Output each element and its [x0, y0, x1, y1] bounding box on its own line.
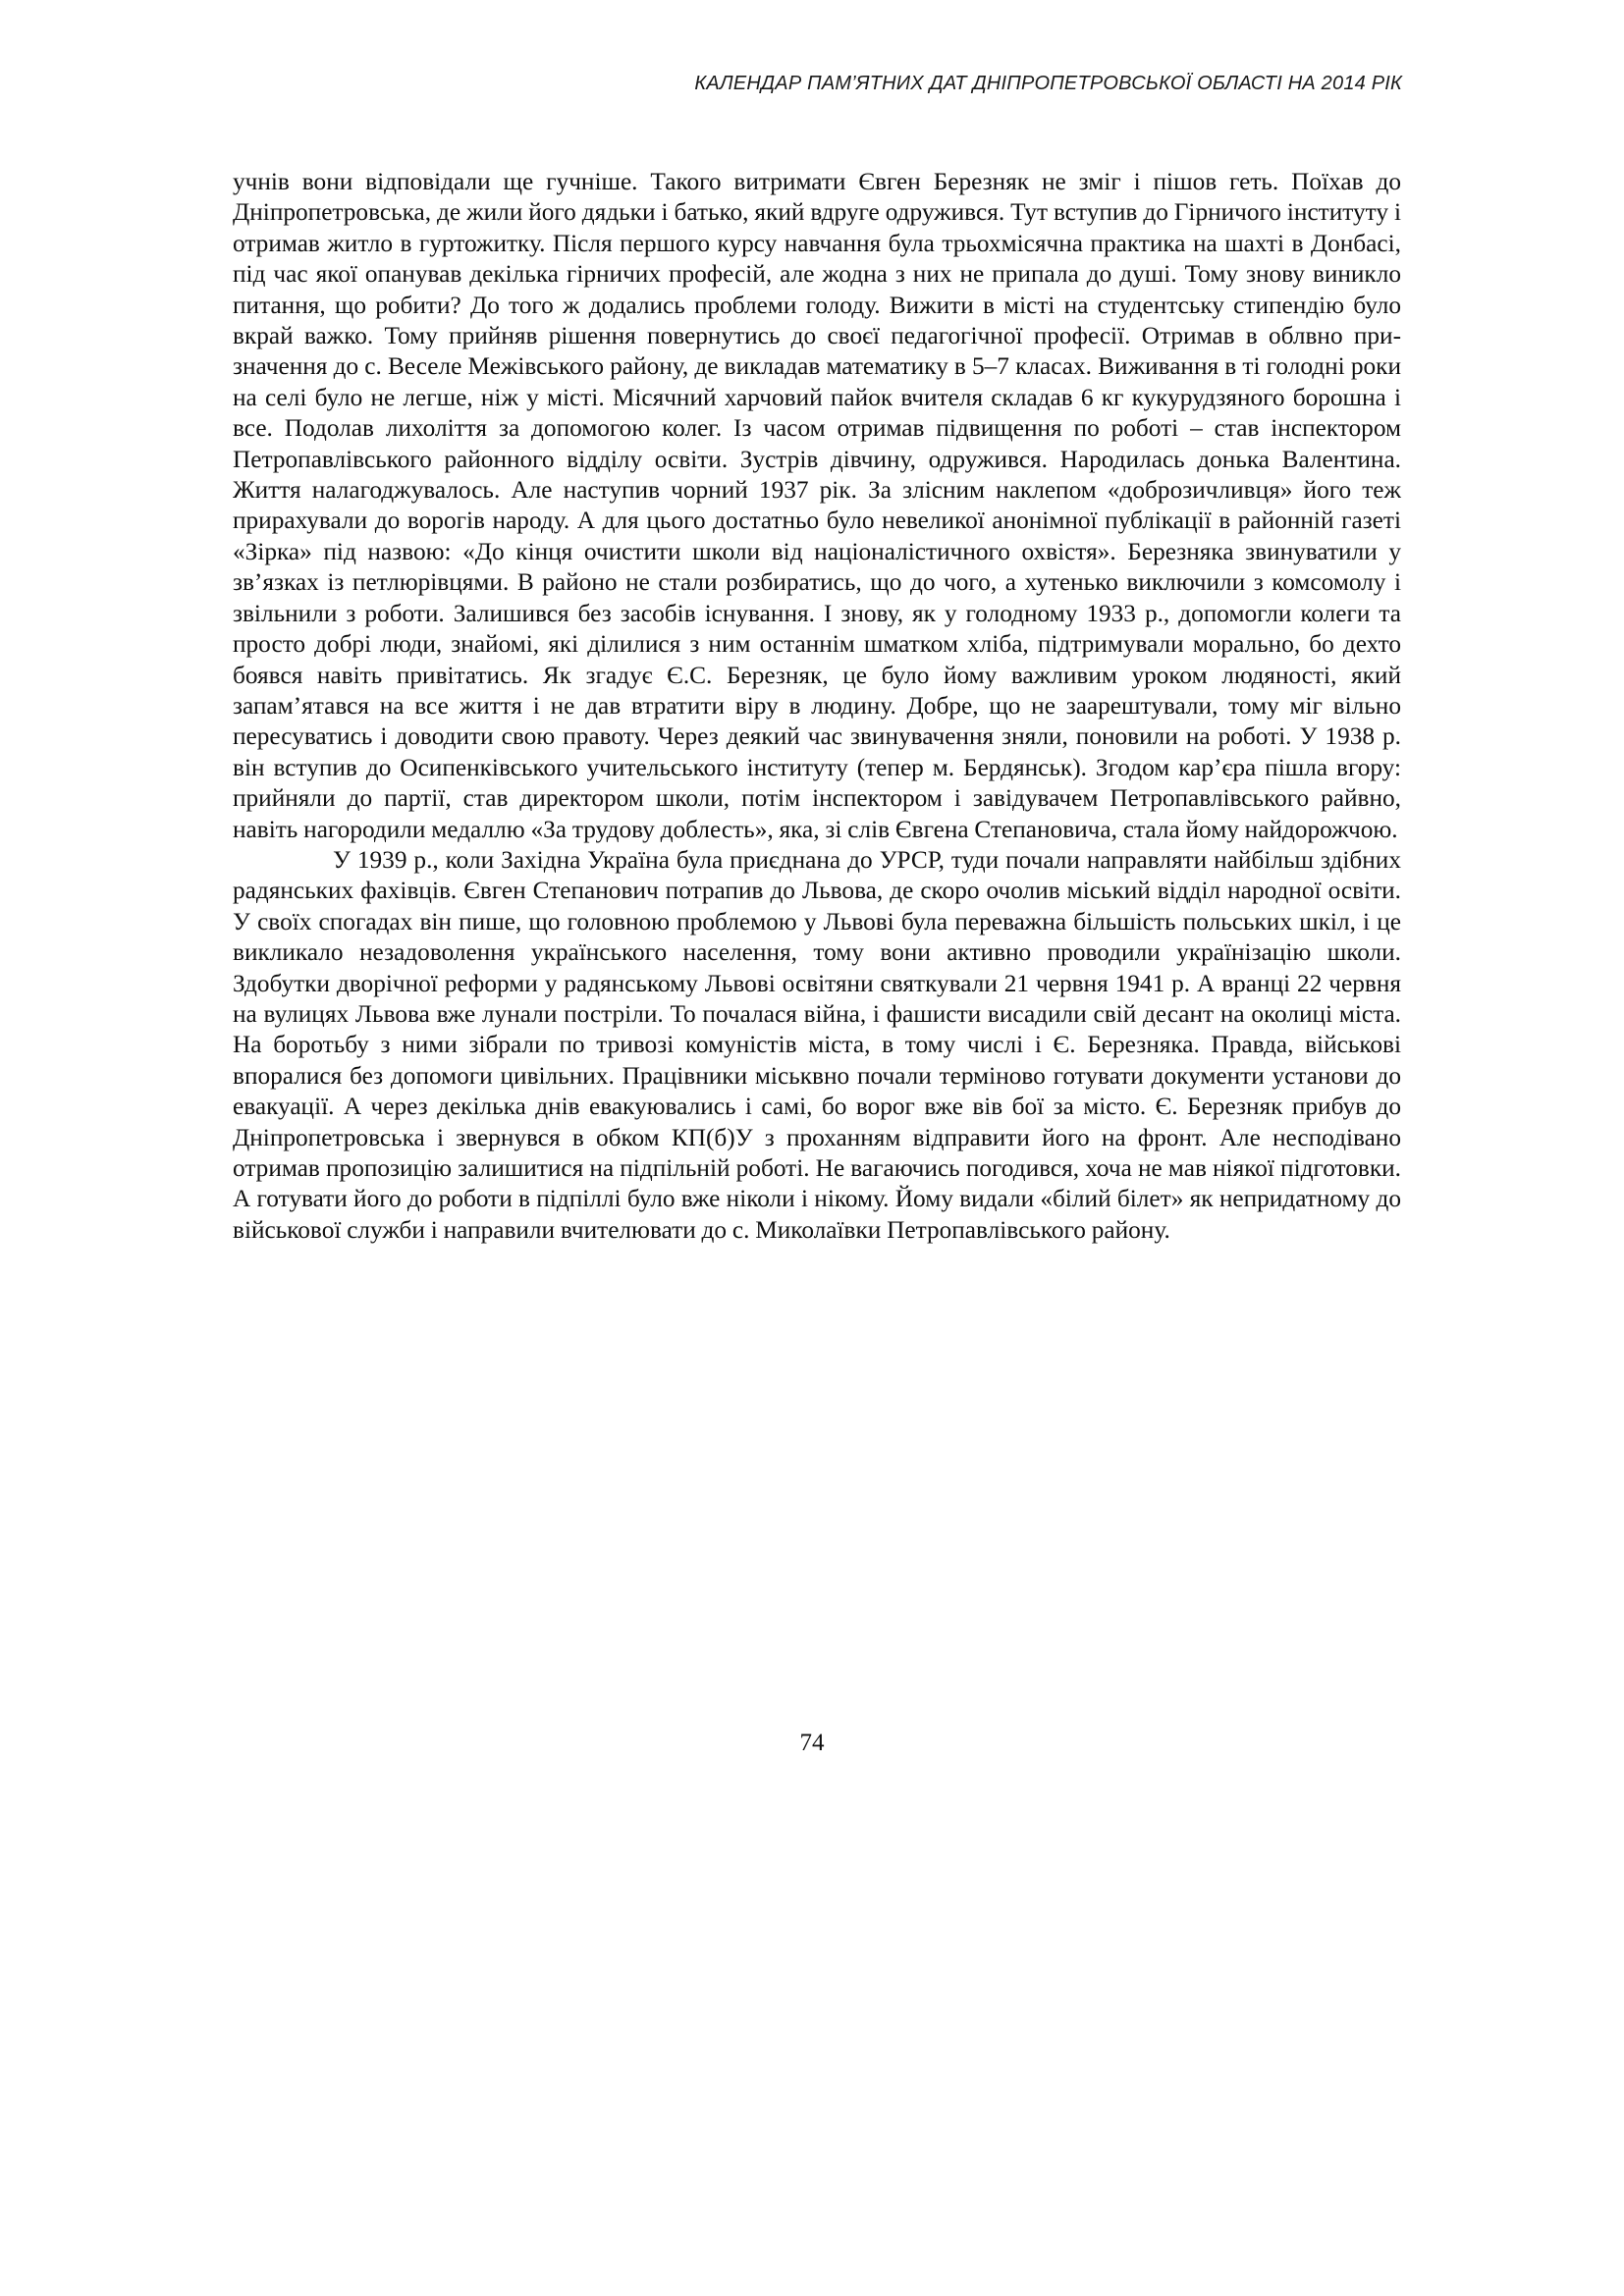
running-header: КАЛЕНДАР ПАМ’ЯТНИХ ДАТ ДНІПРОПЕТРОВСЬКОЇ ОБЛАСТІ НА 2014 РІК — [694, 73, 1402, 94]
body-text — [233, 167, 1401, 1246]
page-number: 74 — [799, 1730, 825, 1756]
paragraph-1: учнів вони відповідали ще гучніше. Такого витримати Євген Березняк не зміг і пішов геть. Поїхав до Дніпропетровська, де жили його дядьки і батько, який вдруге одружився. Тут вступив до Гірничого інституту і отримав житло в гуртожитку. Після першого курсу навчання була трьохмісячна практика на шахті в Донбасі, під час якої опанував декілька гірничих професій, але жодна з них не припала до душі. Тому знову виникло питання, що робити? До того ж додались проблеми голоду. Вижити в місті на студентську стипендію було вкрай важко. Тому прийняв рішення повернутись до своєї педагогічної професії. Отримав в облвно при-значення до с. Веселе Межівського району, де викладав математику в 5–7 класах. Виживання в ті голодні роки на селі було не легше, ніж у місті. Місячний харчовий пайок вчителя складав 6 кг кукурудзяного борошна і все. Подолав лихоліття за допомогою колег. Із часом отримав підвищення по роботі – став інспектором Петропавлівського районного відділу освіти. Зустрів дівчину, одружився. Народилась донька Валентина. Життя налагоджувалось. Але наступив чорний 1937 рік. За злісним наклепом «доброзичливця» його теж прирахували до ворогів народу. А для цього достатньо було невеликої анонімної публікації в районній газеті «Зірка» під назвою: «До кінця очистити школи від націоналістичного охвістя». Березняка звинуватили у зв’язках із петлюрівцями. В районо не стали розбиратись, що до чого, а хутенько виключили з комсомолу і звільнили з роботи. Залишився без засобів існування. І знову, як у голодному 1933 р., допомогли колеги та просто добрі люди, знайомі, які ділилися з ним останнім шматком хліба, підтримували морально, бо дехто боявся навіть привітатись. Як згадує Є.С. Березняк, це було йому важливим уроком людяності, який запам’ятався на все життя і не дав втратити віру в людину. Добре, що не заарештували, тому міг вільно пересуватись і доводити свою правоту. Через деякий час звинувачення зняли, поновили на роботі. У 1938 р. він вступив до Осипенківського учительського інституту (тепер м. Бердянськ). Згодом кар’єра пішла вгору: прийняли до партії, став директором школи, потім інспектором і завідувачем Петропавлівського райвно, навіть нагородили медаллю «За трудову доблесть», яка, зі слів Євгена Степановича, стала йому найдорожчою. — [233, 168, 1401, 843]
paragraph-2: У 1939 р., коли Західна Україна була приєднана до УРСР, туди почали направляти найбільш здібних радянських фахівців. Євген Степанович потрапив до Львова, де скоро очолив міський відділ народної освіти. У своїх спогадах він пише, що головною проблемою у Львові була переважна більшість польських шкіл, і це викликало незадоволення українського населення, тому вони активно проводили українізацію школи. Здобутки дворічної реформи у радянському Львові освітяни святкували 21 червня 1941 р. А вранці 22 червня на вулицях Львова вже лунали постріли. То почалася війна, і фашисти висадили свій десант на околиці міста. На боротьбу з ними зібрали по тривозі комуністів міста, в тому числі і Є. Березняка. Правда, військові впоралися без допомоги цивільних. Працівники міськвно почали терміново готувати документи установи до евакуації. А через декілька днів евакуювались і самі, бо ворог вже вів бої за місто. Є. Березняк прибув до Дніпропетровська і звернувся в обком КП(б)У з проханням відправити його на фронт. Але несподівано отримав пропозицію залишитися на підпільній роботі. Не вагаючись погодився, хоча не мав ніякої підготовки. А готувати його до роботи в підпіллі було вже ніколи і нікому. Йому видали «білий білет» як непридатному до військової служби і направили вчителювати до с. Миколаївки Петропавлівського району. — [233, 845, 1401, 1244]
